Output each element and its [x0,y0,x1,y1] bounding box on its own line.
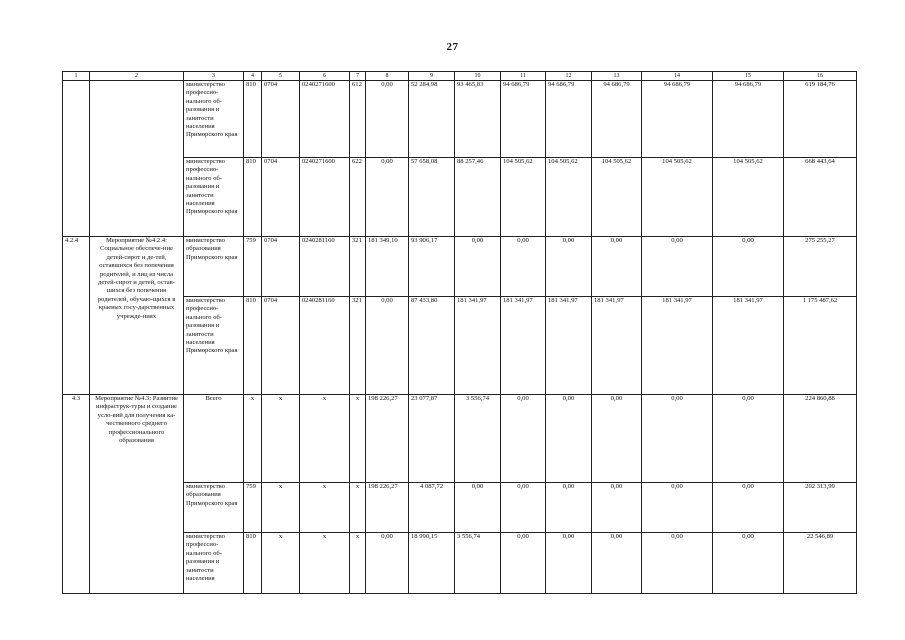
item-number: 4.2.4 [63,237,90,395]
value-col-9: 4 087,72 [409,483,455,533]
value-col-15: 181 341,97 [713,297,784,395]
value-col-13: 0,00 [592,395,642,483]
code-type: 321 [350,237,366,297]
value-col-11: 0,00 [501,483,546,533]
value-col-16: 224 860,88 [784,395,857,483]
value-col-9: 93 906,17 [409,237,455,297]
value-col-16: 275 255,27 [784,237,857,297]
value-col-12: 104 505,62 [546,158,592,237]
value-col-12: 0,00 [546,483,592,533]
column-header: 6 [300,72,350,81]
value-col-15: 0,00 [713,237,784,297]
value-col-8: 198 226,27 [366,395,409,483]
value-col-10: 93 465,83 [455,81,501,158]
value-col-12: 0,00 [546,533,592,594]
value-col-9: 18 990,15 [409,533,455,594]
value-col-10: 88 257,46 [455,158,501,237]
value-col-16: 1 175 487,62 [784,297,857,395]
column-header: 2 [90,72,184,81]
code-grbs: 810 [244,297,262,395]
value-col-8: 181 349,10 [366,237,409,297]
value-col-10: 0,00 [455,237,501,297]
executor: министерство профессио-нального об-разования и занятости населения Приморского края [184,158,244,237]
value-col-14: 0,00 [642,533,713,594]
value-col-13: 181 341,97 [592,297,642,395]
code-target: x [300,533,350,594]
code-section: x [262,533,300,594]
value-col-15: 0,00 [713,533,784,594]
page-number: 27 [446,41,459,53]
executor: министерство профессио-нального об-разования и занятости населения Приморского края [184,297,244,395]
value-col-16: 22 546,89 [784,533,857,594]
value-col-8: 0,00 [366,533,409,594]
value-col-12: 181 341,97 [546,297,592,395]
column-header: 12 [546,72,592,81]
table-row [63,395,857,483]
column-header: 13 [592,72,642,81]
code-type: 321 [350,297,366,395]
value-col-11: 181 341,97 [501,297,546,395]
value-col-14: 0,00 [642,483,713,533]
code-grbs: 810 [244,533,262,594]
item-description: Мероприятие №4.3: Развитие инфраструк-туры и создание усло-вий для получения ка-чественного среднего профессионального образования [90,395,184,594]
code-target: 0240271600 [300,158,350,237]
code-section: 0704 [262,237,300,297]
column-header: 1 [63,72,90,81]
value-col-9: 57 658,08 [409,158,455,237]
executor: министерство профессио-нального об-разования и занятости населения [184,533,244,594]
value-col-14: 104 505,62 [642,158,713,237]
table-row [63,81,857,158]
value-col-13: 0,00 [592,237,642,297]
value-col-13: 104 505,62 [592,158,642,237]
value-col-15: 0,00 [713,395,784,483]
value-col-12: 0,00 [546,237,592,297]
value-col-14: 0,00 [642,237,713,297]
column-header: 8 [366,72,409,81]
code-grbs: x [244,395,262,483]
value-col-11: 94 686,79 [501,81,546,158]
code-grbs: 759 [244,483,262,533]
value-col-8: 0,00 [366,158,409,237]
value-col-14: 0,00 [642,395,713,483]
code-grbs: 759 [244,237,262,297]
column-header: 16 [784,72,857,81]
value-col-16: 202 313,99 [784,483,857,533]
executor: министерство образования Приморского края [184,237,244,297]
column-header: 15 [713,72,784,81]
code-section: x [262,395,300,483]
value-col-12: 94 686,79 [546,81,592,158]
item-description: Мероприятие №4.2.4: Социальное обеспече-ние детей-сирот и де-тей, оставшихся без попечения родителей, и лиц из числа детей-сирот и детей, остав-шихся без попечения родителей, обучаю-щихся в краевых госу-дарственных учрежде-ниях [90,237,184,395]
value-col-11: 104 505,62 [501,158,546,237]
code-type: x [350,483,366,533]
code-target: 0240281160 [300,237,350,297]
code-section: x [262,483,300,533]
value-col-16: 668 443,64 [784,158,857,237]
code-type: x [350,395,366,483]
code-target: 0240281160 [300,297,350,395]
value-col-9: 52 284,98 [409,81,455,158]
value-col-13: 94 686,79 [592,81,642,158]
executor: министерство образования Приморского края [184,483,244,533]
column-number-row [63,72,857,81]
value-col-15: 104 505,62 [713,158,784,237]
code-section: 0704 [262,81,300,158]
column-header: 4 [244,72,262,81]
value-col-13: 0,00 [592,483,642,533]
code-target: x [300,483,350,533]
value-col-11: 0,00 [501,533,546,594]
value-col-10: 181 341,97 [455,297,501,395]
code-grbs: 810 [244,81,262,158]
value-col-13: 0,00 [592,533,642,594]
value-col-12: 0,00 [546,395,592,483]
executor: министерство профессио-нального об-разования и занятости населения Приморского края [184,81,244,158]
value-col-15: 94 686,79 [713,81,784,158]
column-header: 7 [350,72,366,81]
value-col-8: 0,00 [366,297,409,395]
value-col-9: 87 433,80 [409,297,455,395]
value-col-10: 0,00 [455,483,501,533]
value-col-14: 181 341,97 [642,297,713,395]
item-number: 4.3 [63,395,90,594]
code-section: 0704 [262,158,300,237]
code-target: x [300,395,350,483]
budget-table [62,71,857,594]
item-number [63,81,90,237]
code-type: 612 [350,81,366,158]
value-col-10: 3 556,74 [455,395,501,483]
table-row [63,237,857,297]
column-header: 3 [184,72,244,81]
column-header: 11 [501,72,546,81]
column-header: 9 [409,72,455,81]
value-col-9: 23 077,87 [409,395,455,483]
value-col-8: 0,00 [366,81,409,158]
column-header: 14 [642,72,713,81]
value-col-15: 0,00 [713,483,784,533]
executor: Всего [184,395,244,483]
value-col-10: 3 556,74 [455,533,501,594]
code-type: x [350,533,366,594]
column-header: 5 [262,72,300,81]
value-col-8: 198 226,27 [366,483,409,533]
code-section: 0704 [262,297,300,395]
code-grbs: 810 [244,158,262,237]
value-col-11: 0,00 [501,237,546,297]
code-target: 0240271600 [300,81,350,158]
column-header: 10 [455,72,501,81]
code-type: 622 [350,158,366,237]
item-description [90,81,184,237]
value-col-11: 0,00 [501,395,546,483]
value-col-14: 94 686,79 [642,81,713,158]
value-col-16: 619 184,76 [784,81,857,158]
